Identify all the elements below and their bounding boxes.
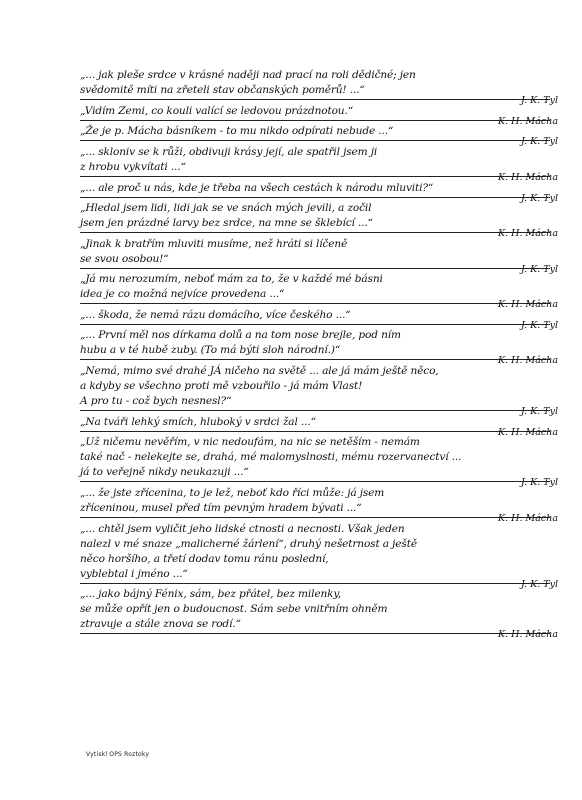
underline-rule bbox=[80, 120, 550, 121]
underline-rule bbox=[80, 303, 550, 304]
quote-line: „Nemá, mimo své drahé JÁ ničeho na světě ... ale já mám ještě něco, bbox=[80, 365, 439, 377]
quote-author: K. H. Mácha bbox=[498, 299, 558, 310]
underline-rule bbox=[80, 359, 550, 360]
underline-rule bbox=[80, 197, 550, 198]
quote-author: K. H. Mácha bbox=[498, 116, 558, 127]
quote-line: jsem jen prázdné larvy bez srdce, na mne se šklebící ...“ bbox=[80, 217, 373, 229]
underline-rule bbox=[80, 324, 550, 325]
quote-line: „... jako bájný Fénix, sám, bez přátel, bez milenky, bbox=[80, 588, 342, 600]
quote-line: „... ale proč u nás, kde je třeba na všech cestách k národu mluviti?“ bbox=[80, 182, 434, 194]
quote-author: K. H. Mácha bbox=[498, 513, 558, 524]
quote-line: ztravuje a stále znova se rodí.“ bbox=[80, 618, 241, 630]
quote-author: K. H. Mácha bbox=[498, 629, 558, 640]
quote-block bbox=[80, 587, 558, 640]
quote-line: se může opřít jen o budoucnost. Sám sebe vnitřním ohněm bbox=[80, 603, 388, 615]
quote-block bbox=[80, 237, 558, 275]
quote-line: také nač - nelekejte se, drahá, mé malomyslnosti, mému rozervanectví ... bbox=[80, 451, 462, 463]
quote-author: J. K. Tyl bbox=[521, 193, 558, 204]
quote-author: K. H. Mácha bbox=[498, 228, 558, 239]
underline-rule bbox=[80, 633, 550, 634]
underline-rule bbox=[80, 410, 550, 411]
quote-block bbox=[80, 124, 558, 147]
quote-block bbox=[80, 181, 558, 204]
quote-block bbox=[80, 104, 558, 127]
quote-line: se svou osobou!“ bbox=[80, 253, 169, 265]
quote-line: svědomitě míti na zřeteli stav občanských poměrů! ...“ bbox=[80, 84, 365, 96]
underline-rule bbox=[80, 517, 550, 518]
underline-rule bbox=[80, 99, 550, 100]
quote-block bbox=[80, 308, 558, 331]
quote-line: „... chtěl jsem vyličit jeho lidské ctnosti a necnosti. Však jeden bbox=[80, 523, 405, 535]
quote-author: J. K. Tyl bbox=[521, 579, 558, 590]
quote-line: idea je co možná nejvíce provedena ...“ bbox=[80, 288, 285, 300]
quote-author: J. K. Tyl bbox=[521, 406, 558, 417]
quote-line: „Jinak k bratřím mluviti musíme, než hráti si líčeně bbox=[80, 238, 348, 250]
quote-block bbox=[80, 68, 558, 106]
underline-rule bbox=[80, 583, 550, 584]
quote-author: K. H. Mácha bbox=[498, 172, 558, 183]
quote-line: „... že jste zřícenina, to je lež, neboť kdo říci může: já jsem bbox=[80, 487, 385, 499]
quote-line: něco horšího, a třetí dodav tomu ránu poslední, bbox=[80, 553, 329, 565]
quote-line: zříceninou, musel před tím pevným hradem bývati ...“ bbox=[80, 502, 362, 514]
quote-line: „... skloniv se k růži, obdivuji krásy její, ale spatřil jsem ji bbox=[80, 146, 378, 158]
quote-line: vyblebtal i jméno ...“ bbox=[80, 568, 188, 580]
quote-line: z hrobu vykvítati ...“ bbox=[80, 161, 186, 173]
quote-line: „Hledal jsem lidi, lidi jak se ve snách mých jevili, a zočil bbox=[80, 202, 372, 214]
quote-block bbox=[80, 522, 558, 590]
underline-rule bbox=[80, 176, 550, 177]
underline-rule bbox=[80, 268, 550, 269]
quote-block bbox=[80, 272, 558, 310]
quote-line: „Já mu nerozumím, neboť mám za to, že v každé mé básni bbox=[80, 273, 383, 285]
underline-rule bbox=[80, 431, 550, 432]
underline-rule bbox=[80, 481, 550, 482]
quote-author: J. K. Tyl bbox=[521, 477, 558, 488]
quote-line: nalezl v mé snaze „malicherné žárlení“, druhý nešetrnost a ještě bbox=[80, 538, 417, 550]
quote-line: já to veřejně nikdy neukazuji ...“ bbox=[80, 466, 249, 478]
quote-block bbox=[80, 328, 558, 366]
quote-author: K. H. Mácha bbox=[498, 355, 558, 366]
quote-line: „Už ničemu nevěřím, v nic nedoufám, na nic se netěším - nemám bbox=[80, 436, 420, 448]
quote-line: a kdyby se všechno proti mě vzbouřilo - já mám Vlast! bbox=[80, 380, 363, 392]
printer-credit: Vytiskl OPS Roztoky bbox=[86, 751, 150, 758]
quote-author: J. K. Tyl bbox=[521, 320, 558, 331]
quote-line: hubu a v té hubě zuby. (To má býti sloh národní.)“ bbox=[80, 344, 341, 356]
quote-block bbox=[80, 486, 558, 524]
quote-line: „... škoda, že nemá rázu domácího, více českého ...“ bbox=[80, 309, 351, 321]
quote-author: J. K. Tyl bbox=[521, 264, 558, 275]
quote-line: A pro tu - což bych nesnesl?“ bbox=[80, 395, 232, 407]
quote-line: „Na tváři lehký smích, hluboký v srdci žal ...“ bbox=[80, 416, 316, 428]
underline-rule bbox=[80, 140, 550, 141]
quotes-list bbox=[80, 68, 558, 640]
quote-line: „Že je p. Mácha básníkem - to mu nikdo odpírati nebude ...“ bbox=[80, 125, 394, 137]
quote-line: „Vidím Zemi, co kouli valící se ledovou prázdnotou.“ bbox=[80, 105, 353, 117]
quote-author: K. H. Mácha bbox=[498, 427, 558, 438]
quote-block bbox=[80, 201, 558, 239]
quote-line: „... jak pleše srdce v krásné naději nad prací na roli dědičné; jen bbox=[80, 69, 416, 81]
quote-block bbox=[80, 435, 558, 488]
quote-block bbox=[80, 415, 558, 438]
quote-author: J. K. Tyl bbox=[521, 136, 558, 147]
quote-line: „... První měl nos dírkama dolů a na tom nose brejle, pod ním bbox=[80, 329, 401, 341]
underline-rule bbox=[80, 232, 550, 233]
quote-block bbox=[80, 364, 558, 417]
quote-block bbox=[80, 145, 558, 183]
quote-author: J. K. Tyl bbox=[521, 95, 558, 106]
